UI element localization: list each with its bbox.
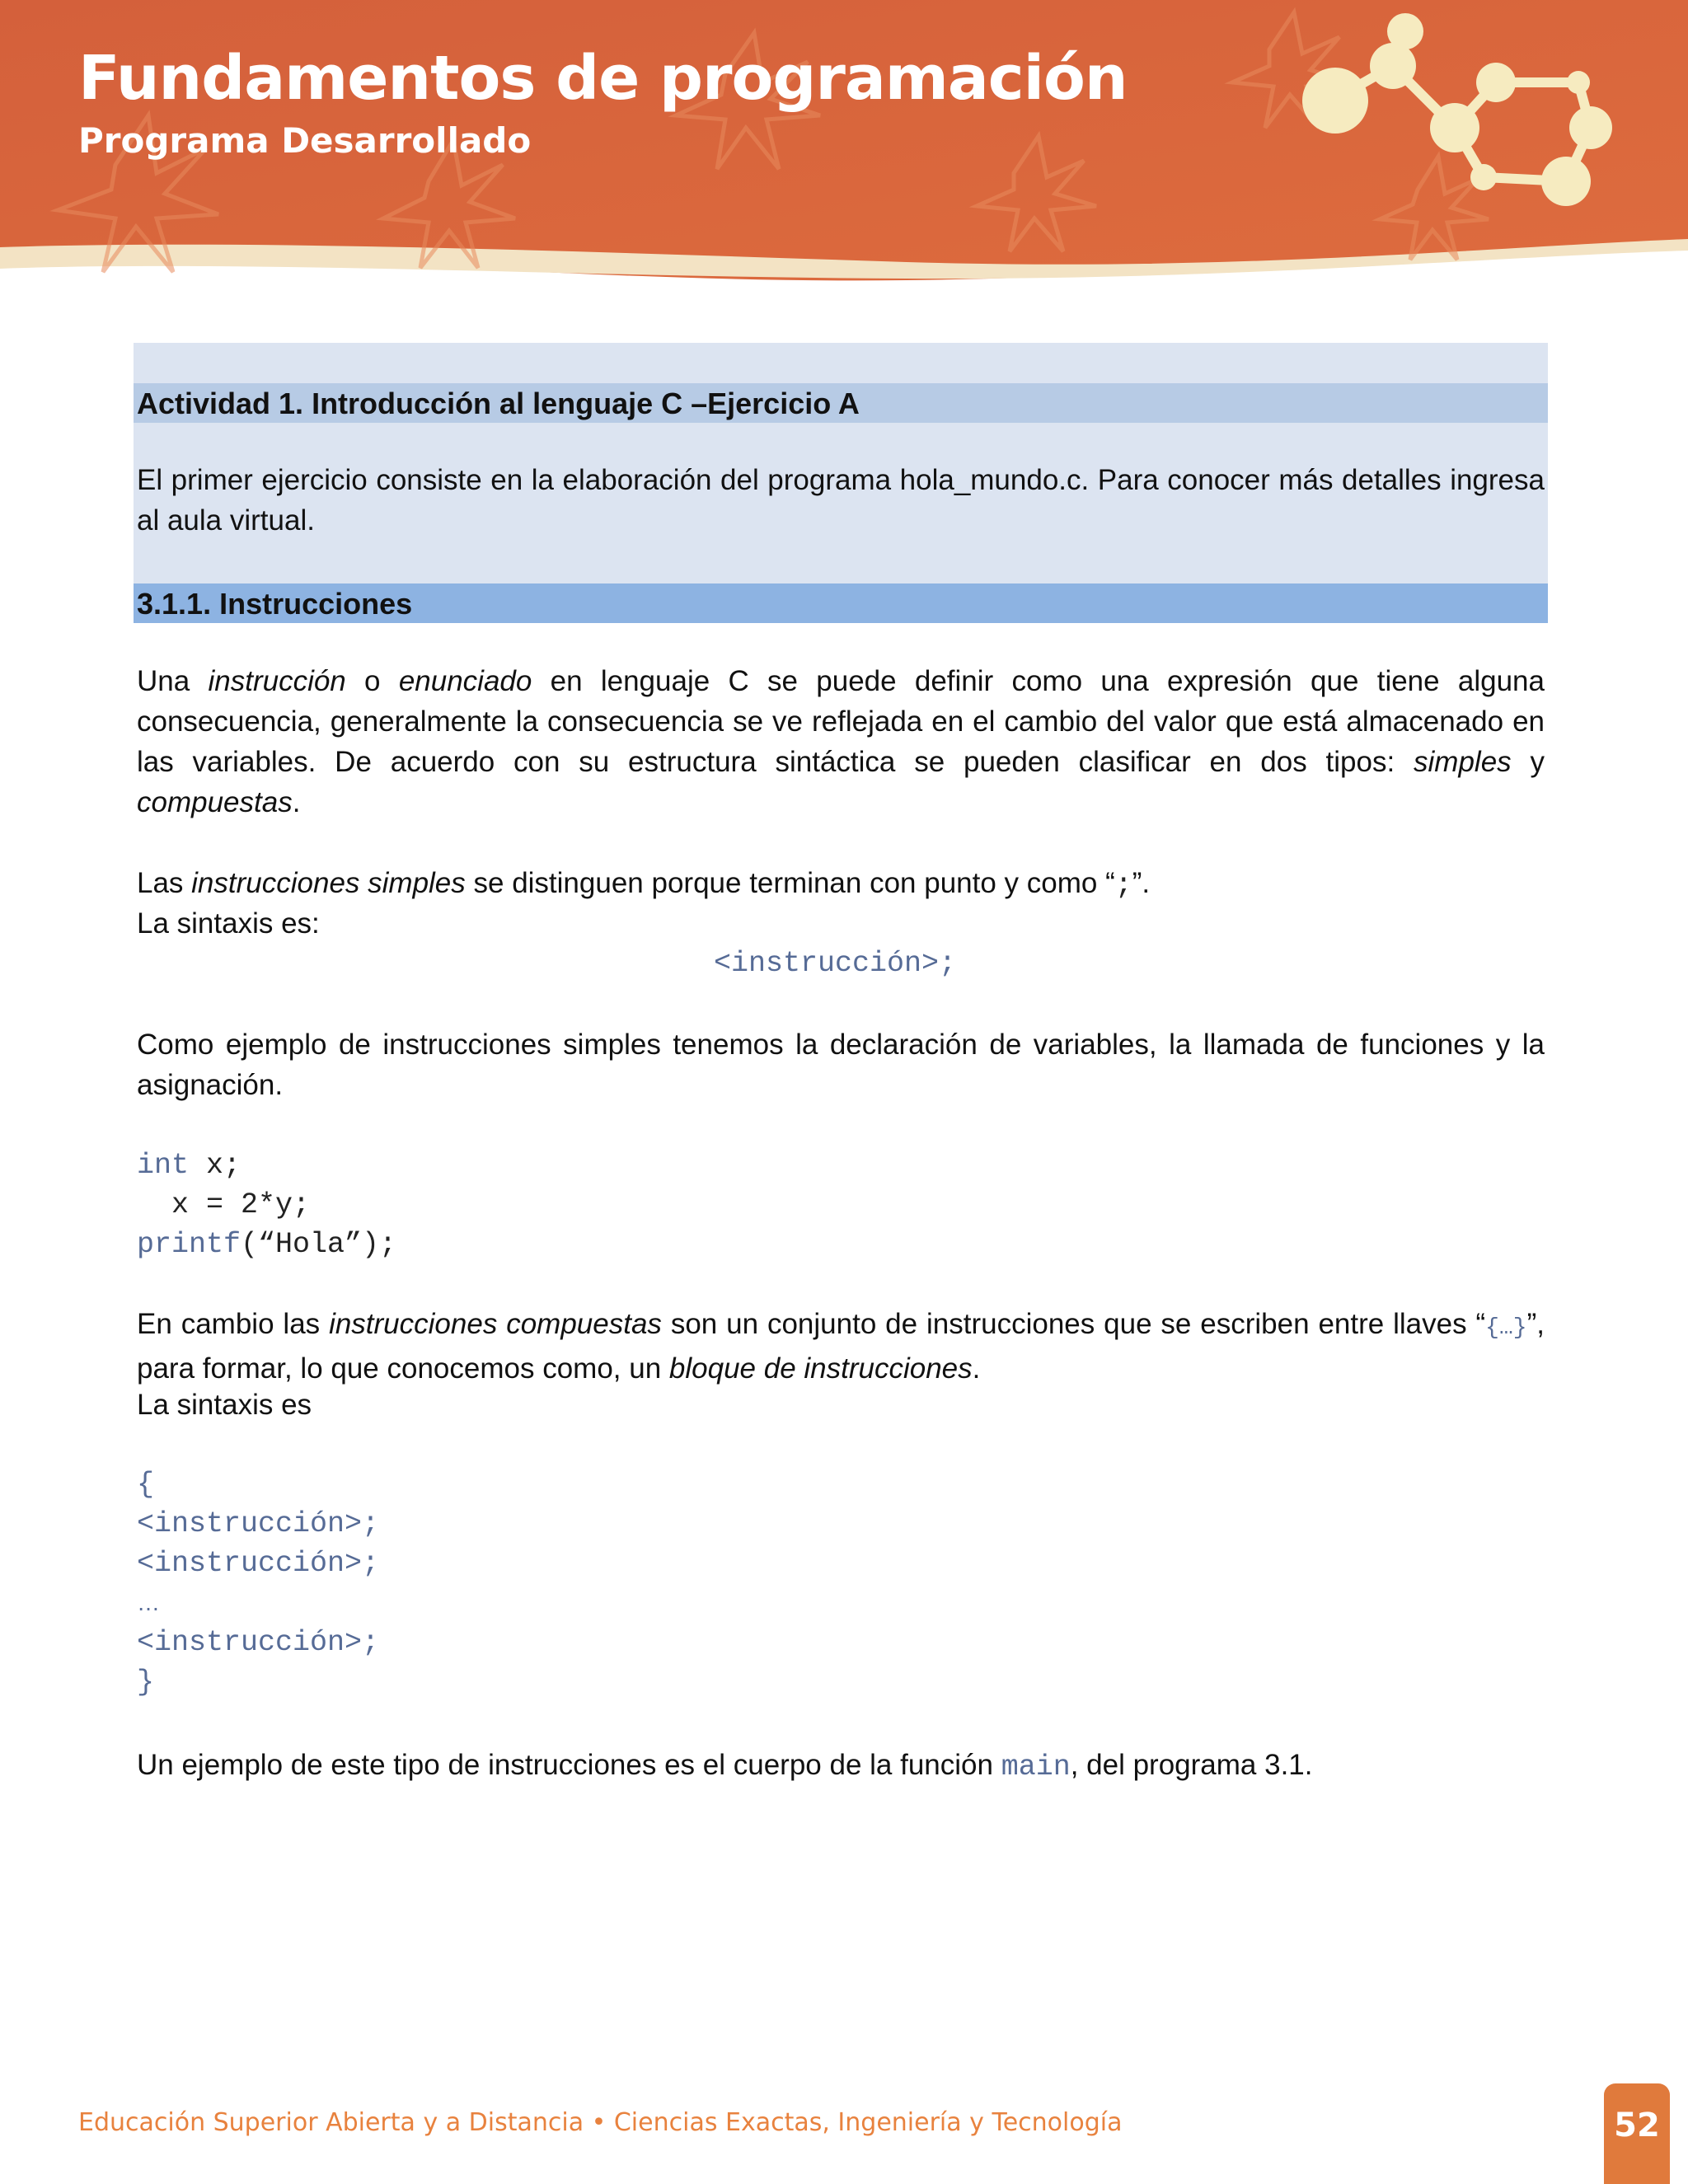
code-block-line: { (137, 1468, 155, 1501)
code-function-printf: printf (137, 1228, 241, 1261)
main-function-sentence (137, 1745, 1312, 1788)
emphasis-instrucciones-simples: instrucciones simples (191, 867, 466, 899)
code-text: x; (189, 1149, 241, 1182)
document-subtitle: Programa Desarrollado (78, 120, 532, 161)
code-text: (“Hola”); (241, 1228, 397, 1261)
section-heading-bar (134, 583, 1548, 623)
code-block-line: <instrucción>; (137, 1626, 380, 1659)
simple-syntax-code: <instrucción>; (714, 947, 957, 980)
activity-text: El primer ejercicio consiste en la elaboración del programa hola_mundo.c. Para conocer más detalles ingresa al aula virtual. (137, 464, 1545, 537)
text-run: o (345, 665, 399, 697)
emphasis-instrucciones-compuestas: instrucciones compuestas (329, 1308, 662, 1340)
emphasis-compuestas: compuestas (137, 786, 293, 818)
activity-heading: Actividad 1. Introducción al lenguaje C –Ejercicio A (137, 387, 860, 420)
text-run: Las (137, 867, 192, 899)
code-block-ellipsis: … (137, 1590, 160, 1615)
page-number-tab (1604, 2083, 1670, 2184)
text-run: Un ejemplo de este tipo de instrucciones es el cuerpo de la función (137, 1749, 1001, 1781)
emphasis-simples: simples (1414, 746, 1512, 778)
emphasis-enunciado: enunciado (398, 665, 532, 697)
inline-code-braces: {…} (1485, 1315, 1527, 1341)
code-line-printf (137, 1225, 396, 1264)
code-block-line: <instrucción>; (137, 1547, 380, 1580)
text-run: se distinguen porque terminan con punto y como “ (465, 867, 1115, 899)
inline-code-main: main (1001, 1750, 1071, 1783)
emphasis-instruccion: instrucción (208, 665, 346, 697)
code-block-line: <instrucción>; (137, 1507, 380, 1540)
text-run: , del programa 3.1. (1070, 1749, 1313, 1781)
syntax-label: La sintaxis es (137, 1389, 312, 1421)
text-run: Una (137, 665, 209, 697)
text-run: son un conjunto de instrucciones que se escriben entre llaves “ (661, 1308, 1486, 1340)
text-run: ”, para formar, lo que conocemos como, un (137, 1308, 1545, 1385)
code-block-line: } (137, 1666, 155, 1699)
text-run: . (292, 786, 301, 818)
emphasis-bloque: bloque de instrucciones (668, 1352, 973, 1385)
text-run: En cambio las (137, 1308, 330, 1340)
activity-box (134, 343, 1548, 623)
text-run: en lenguaje C se puede definir como una expresión que tiene alguna consecuencia, generalmente la consecuencia se ve reflejada en el cambio del valor que está almacenado en las variables. De acuerdo con su estructura sintáctica se pueden clasificar en dos tipos: (137, 665, 1545, 778)
code-line-assignment: x = 2*y; (137, 1188, 311, 1221)
activity-heading-bar (134, 383, 1548, 423)
instruction-definition-paragraph (137, 661, 1545, 823)
text-run: ”. (1132, 867, 1151, 899)
header-banner (0, 0, 1688, 297)
footer-text: Educación Superior Abierta y a Distancia • Ciencias Exactas, Ingeniería y Tecnología (78, 2108, 1123, 2137)
text-run: y (1511, 746, 1545, 778)
page-number: 52 (1614, 2107, 1660, 2144)
code-line-declaration (137, 1146, 241, 1185)
code-keyword-int: int (137, 1149, 190, 1182)
inline-code-semicolon: ; (1114, 869, 1132, 902)
simple-instructions-sentence (137, 863, 1150, 906)
text-run: . (972, 1352, 981, 1385)
compound-instructions-paragraph (137, 1304, 1545, 1389)
document-title: Fundamentos de programación (78, 43, 1128, 114)
syntax-label: La sintaxis es: (137, 907, 320, 940)
example-paragraph: Como ejemplo de instrucciones simples tenemos la declaración de variables, la llamada de funciones y la asignación. (137, 1029, 1545, 1101)
section-heading: 3.1.1. Instrucciones (137, 587, 413, 621)
